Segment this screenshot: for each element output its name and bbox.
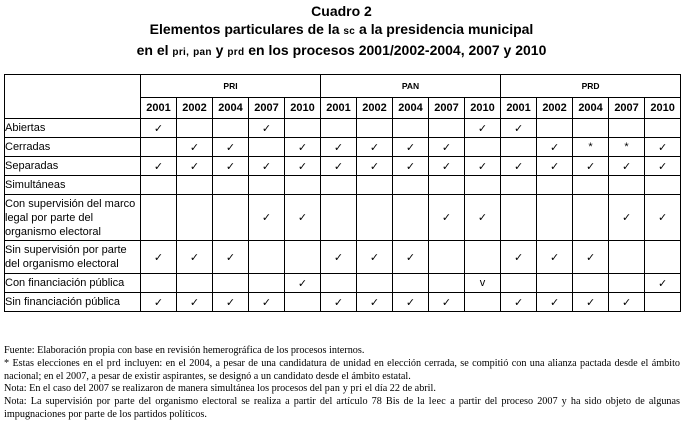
table-cell xyxy=(285,293,321,312)
note-text: Nota: La supervisión por parte del organismo electoral se realiza a partir del artículo 78 Bis de la xyxy=(4,396,425,408)
caption-abbrev-pan: pan xyxy=(193,47,212,58)
table-cell: ✓ xyxy=(393,157,429,176)
table-cell xyxy=(213,176,249,195)
table-cell: ✓ xyxy=(249,119,285,138)
table-cell xyxy=(321,119,357,138)
table-cell: ✓ xyxy=(501,119,537,138)
table-cell xyxy=(393,274,429,293)
table-cell: ✓ xyxy=(537,241,573,274)
row-label: Sin supervisión por parte del organismo electoral xyxy=(5,241,141,274)
table-cell: ✓ xyxy=(501,293,537,312)
table-cell xyxy=(249,241,285,274)
year-header: 2001 xyxy=(501,98,537,119)
year-header: 2010 xyxy=(285,98,321,119)
table-row xyxy=(5,274,681,293)
table-cell xyxy=(645,119,681,138)
table-cell xyxy=(537,195,573,241)
table-cell: * xyxy=(573,138,609,157)
row-label: Sin financiación pública xyxy=(5,293,141,312)
note-text: el día 22 de abril. xyxy=(364,383,436,395)
table-cell: ✓ xyxy=(573,241,609,274)
year-header: 2002 xyxy=(357,98,393,119)
table-cell: ✓ xyxy=(141,241,177,274)
table-cell xyxy=(501,274,537,293)
note-text: incluyen: en el 2004, a pesar de una candidatura de unidad en elección cerrada, se compitió con una alianza pactada desde el ámbito nacional; en el 2007, a pesar de existir aspirantes, se designó a un candidato desde el ámbito estatal. xyxy=(4,357,681,382)
table-cell: ✓ xyxy=(537,157,573,176)
table-cell: ✓ xyxy=(285,195,321,241)
caption-abbrev-pri: pri, xyxy=(172,47,190,58)
table-cell xyxy=(357,119,393,138)
table-cell xyxy=(465,138,501,157)
table-cell: ✓ xyxy=(573,157,609,176)
table-cell: ✓ xyxy=(645,274,681,293)
year-header: 2002 xyxy=(537,98,573,119)
caption-abbrev-prd: prd xyxy=(227,47,245,58)
table-cell xyxy=(465,293,501,312)
table-cell xyxy=(573,274,609,293)
table-cell: ✓ xyxy=(141,293,177,312)
table-cell xyxy=(645,293,681,312)
table-cell: ✓ xyxy=(357,241,393,274)
table-cell: ✓ xyxy=(249,293,285,312)
table-cell: ✓ xyxy=(537,293,573,312)
note-source: Fuente: Elaboración propia con base en revisión hemerográfica de los procesos internos. xyxy=(4,345,365,356)
table-cell xyxy=(645,176,681,195)
elements-table xyxy=(4,74,681,312)
table-cell: ✓ xyxy=(645,138,681,157)
caption-title-line-1 xyxy=(0,20,683,41)
table-cell xyxy=(537,274,573,293)
table-cell: ✓ xyxy=(357,138,393,157)
table-row xyxy=(5,138,681,157)
table-cell xyxy=(177,274,213,293)
year-header: 2007 xyxy=(429,98,465,119)
table-cell: ✓ xyxy=(177,138,213,157)
table-cell xyxy=(645,241,681,274)
note-text: Nota: En el caso del 2007 se realizaron de manera simultánea los procesos del xyxy=(4,383,323,395)
table-cell: ✓ xyxy=(465,157,501,176)
table-caption xyxy=(0,3,683,62)
year-header: 2004 xyxy=(573,98,609,119)
row-label: Con supervisión del marco legal por parte del organismo electoral xyxy=(5,195,141,241)
caption-text: en el xyxy=(136,42,169,58)
party-header-0: PRI xyxy=(141,75,321,98)
caption-title-line-2 xyxy=(0,41,683,62)
year-header: 2004 xyxy=(393,98,429,119)
table-cell: ✓ xyxy=(501,241,537,274)
table-row xyxy=(5,241,681,274)
table-cell: ✓ xyxy=(213,241,249,274)
table-cell: ✓ xyxy=(429,138,465,157)
table-cell: ✓ xyxy=(429,195,465,241)
table-cell: ✓ xyxy=(321,293,357,312)
table-cell xyxy=(357,176,393,195)
table-cell: ✓ xyxy=(213,157,249,176)
table-cell: ✓ xyxy=(357,293,393,312)
table-cell: ✓ xyxy=(465,119,501,138)
caption-abbrev-sc: sc xyxy=(343,26,356,37)
row-label: Separadas xyxy=(5,157,141,176)
table-cell xyxy=(249,176,285,195)
table-cell: ✓ xyxy=(285,138,321,157)
table-cell: ✓ xyxy=(609,293,645,312)
table-cell: ✓ xyxy=(393,138,429,157)
note-abbrev-pri: pri xyxy=(350,383,363,395)
table-cell xyxy=(213,195,249,241)
table-cell: ✓ xyxy=(465,195,501,241)
table-cell: ✓ xyxy=(609,195,645,241)
table-cell xyxy=(573,176,609,195)
year-header: 2007 xyxy=(249,98,285,119)
table-cell xyxy=(141,274,177,293)
table-cell xyxy=(429,274,465,293)
caption-text: Elementos particulares de la xyxy=(149,21,340,37)
table-cell xyxy=(213,274,249,293)
note-abbrev-leec: leec xyxy=(428,396,447,408)
table-cell: ✓ xyxy=(213,293,249,312)
table-cell: ✓ xyxy=(177,157,213,176)
table-cell xyxy=(609,176,645,195)
table-cell xyxy=(285,241,321,274)
table-cell xyxy=(177,119,213,138)
table-cell: ✓ xyxy=(321,138,357,157)
table-cell: ✓ xyxy=(285,157,321,176)
table-cell xyxy=(321,176,357,195)
note-text: a partir del proceso 2007 y ha sido objeto de algunas impugnaciones por parte de los partidos políticos. xyxy=(4,396,681,420)
table-cell: ✓ xyxy=(645,195,681,241)
table-cell xyxy=(321,195,357,241)
table-cell xyxy=(177,176,213,195)
table-cell xyxy=(141,195,177,241)
table-cell: ✓ xyxy=(213,138,249,157)
table-cell: ✓ xyxy=(609,157,645,176)
note-text: * Estas elecciones en el xyxy=(4,357,104,369)
caption-text: y xyxy=(215,42,224,58)
caption-number: Cuadro 2 xyxy=(311,3,372,19)
table-cell: ✓ xyxy=(249,195,285,241)
table-cell: ✓ xyxy=(141,157,177,176)
table-cell: ✓ xyxy=(141,119,177,138)
table-cell: ✓ xyxy=(501,157,537,176)
caption-text: a la presidencia municipal xyxy=(359,21,534,37)
table-row xyxy=(5,157,681,176)
table-cell: ✓ xyxy=(537,138,573,157)
note-supervision xyxy=(4,396,680,422)
table-cell xyxy=(213,119,249,138)
table-cell xyxy=(465,176,501,195)
table-cell: ✓ xyxy=(357,157,393,176)
table-cell: ✓ xyxy=(645,157,681,176)
table-cell xyxy=(249,274,285,293)
year-header: 2001 xyxy=(321,98,357,119)
table-cell xyxy=(573,119,609,138)
party-header-1: PAN xyxy=(321,75,501,98)
year-header: 2004 xyxy=(213,98,249,119)
note-abbrev-pan: pan xyxy=(324,383,341,395)
table-cell: ✓ xyxy=(429,157,465,176)
table-cell xyxy=(501,138,537,157)
year-header: 2002 xyxy=(177,98,213,119)
note-abbrev-prd: prd xyxy=(106,357,121,369)
table-cell xyxy=(177,195,213,241)
table-cell: ✓ xyxy=(393,293,429,312)
table-cell xyxy=(465,241,501,274)
table-cell xyxy=(609,241,645,274)
table-row xyxy=(5,195,681,241)
table-cell xyxy=(141,176,177,195)
table-cell xyxy=(285,176,321,195)
note-text: y xyxy=(342,383,348,395)
table-cell: v xyxy=(465,274,501,293)
table-cell xyxy=(357,274,393,293)
table-cell: ✓ xyxy=(177,241,213,274)
table-cell: ✓ xyxy=(573,293,609,312)
table-cell xyxy=(573,195,609,241)
table-cell xyxy=(537,119,573,138)
year-header: 2001 xyxy=(141,98,177,119)
table-cell xyxy=(429,119,465,138)
header-corner xyxy=(5,75,141,119)
table-row xyxy=(5,293,681,312)
table-row xyxy=(5,176,681,195)
table-cell: * xyxy=(609,138,645,157)
year-header: 2007 xyxy=(609,98,645,119)
row-label: Con financiación pública xyxy=(5,274,141,293)
table-cell: ✓ xyxy=(393,241,429,274)
table-row xyxy=(5,119,681,138)
year-header: 2010 xyxy=(645,98,681,119)
table-cell xyxy=(285,119,321,138)
table-cell: ✓ xyxy=(177,293,213,312)
party-header-2: PRD xyxy=(501,75,681,98)
table-cell xyxy=(249,138,285,157)
table-cell: ✓ xyxy=(321,157,357,176)
caption-text: en los procesos 2001/2002-2004, 2007 y 2010 xyxy=(248,42,547,58)
row-label: Simultáneas xyxy=(5,176,141,195)
table-cell xyxy=(429,176,465,195)
note-simultaneous xyxy=(4,383,680,396)
table-cell: ✓ xyxy=(321,241,357,274)
table-cell xyxy=(393,176,429,195)
table-cell xyxy=(321,274,357,293)
table-notes xyxy=(4,345,680,422)
table-cell xyxy=(537,176,573,195)
table-cell xyxy=(429,241,465,274)
table-cell xyxy=(357,195,393,241)
table-cell xyxy=(501,176,537,195)
table-cell: ✓ xyxy=(285,274,321,293)
table-cell xyxy=(501,195,537,241)
table-cell xyxy=(141,138,177,157)
year-header: 2010 xyxy=(465,98,501,119)
table-cell xyxy=(609,274,645,293)
note-asterisk xyxy=(4,358,680,384)
row-label: Cerradas xyxy=(5,138,141,157)
table-cell: ✓ xyxy=(429,293,465,312)
row-label: Abiertas xyxy=(5,119,141,138)
table-cell xyxy=(393,195,429,241)
table-cell xyxy=(609,119,645,138)
table-cell xyxy=(393,119,429,138)
table-cell: ✓ xyxy=(249,157,285,176)
